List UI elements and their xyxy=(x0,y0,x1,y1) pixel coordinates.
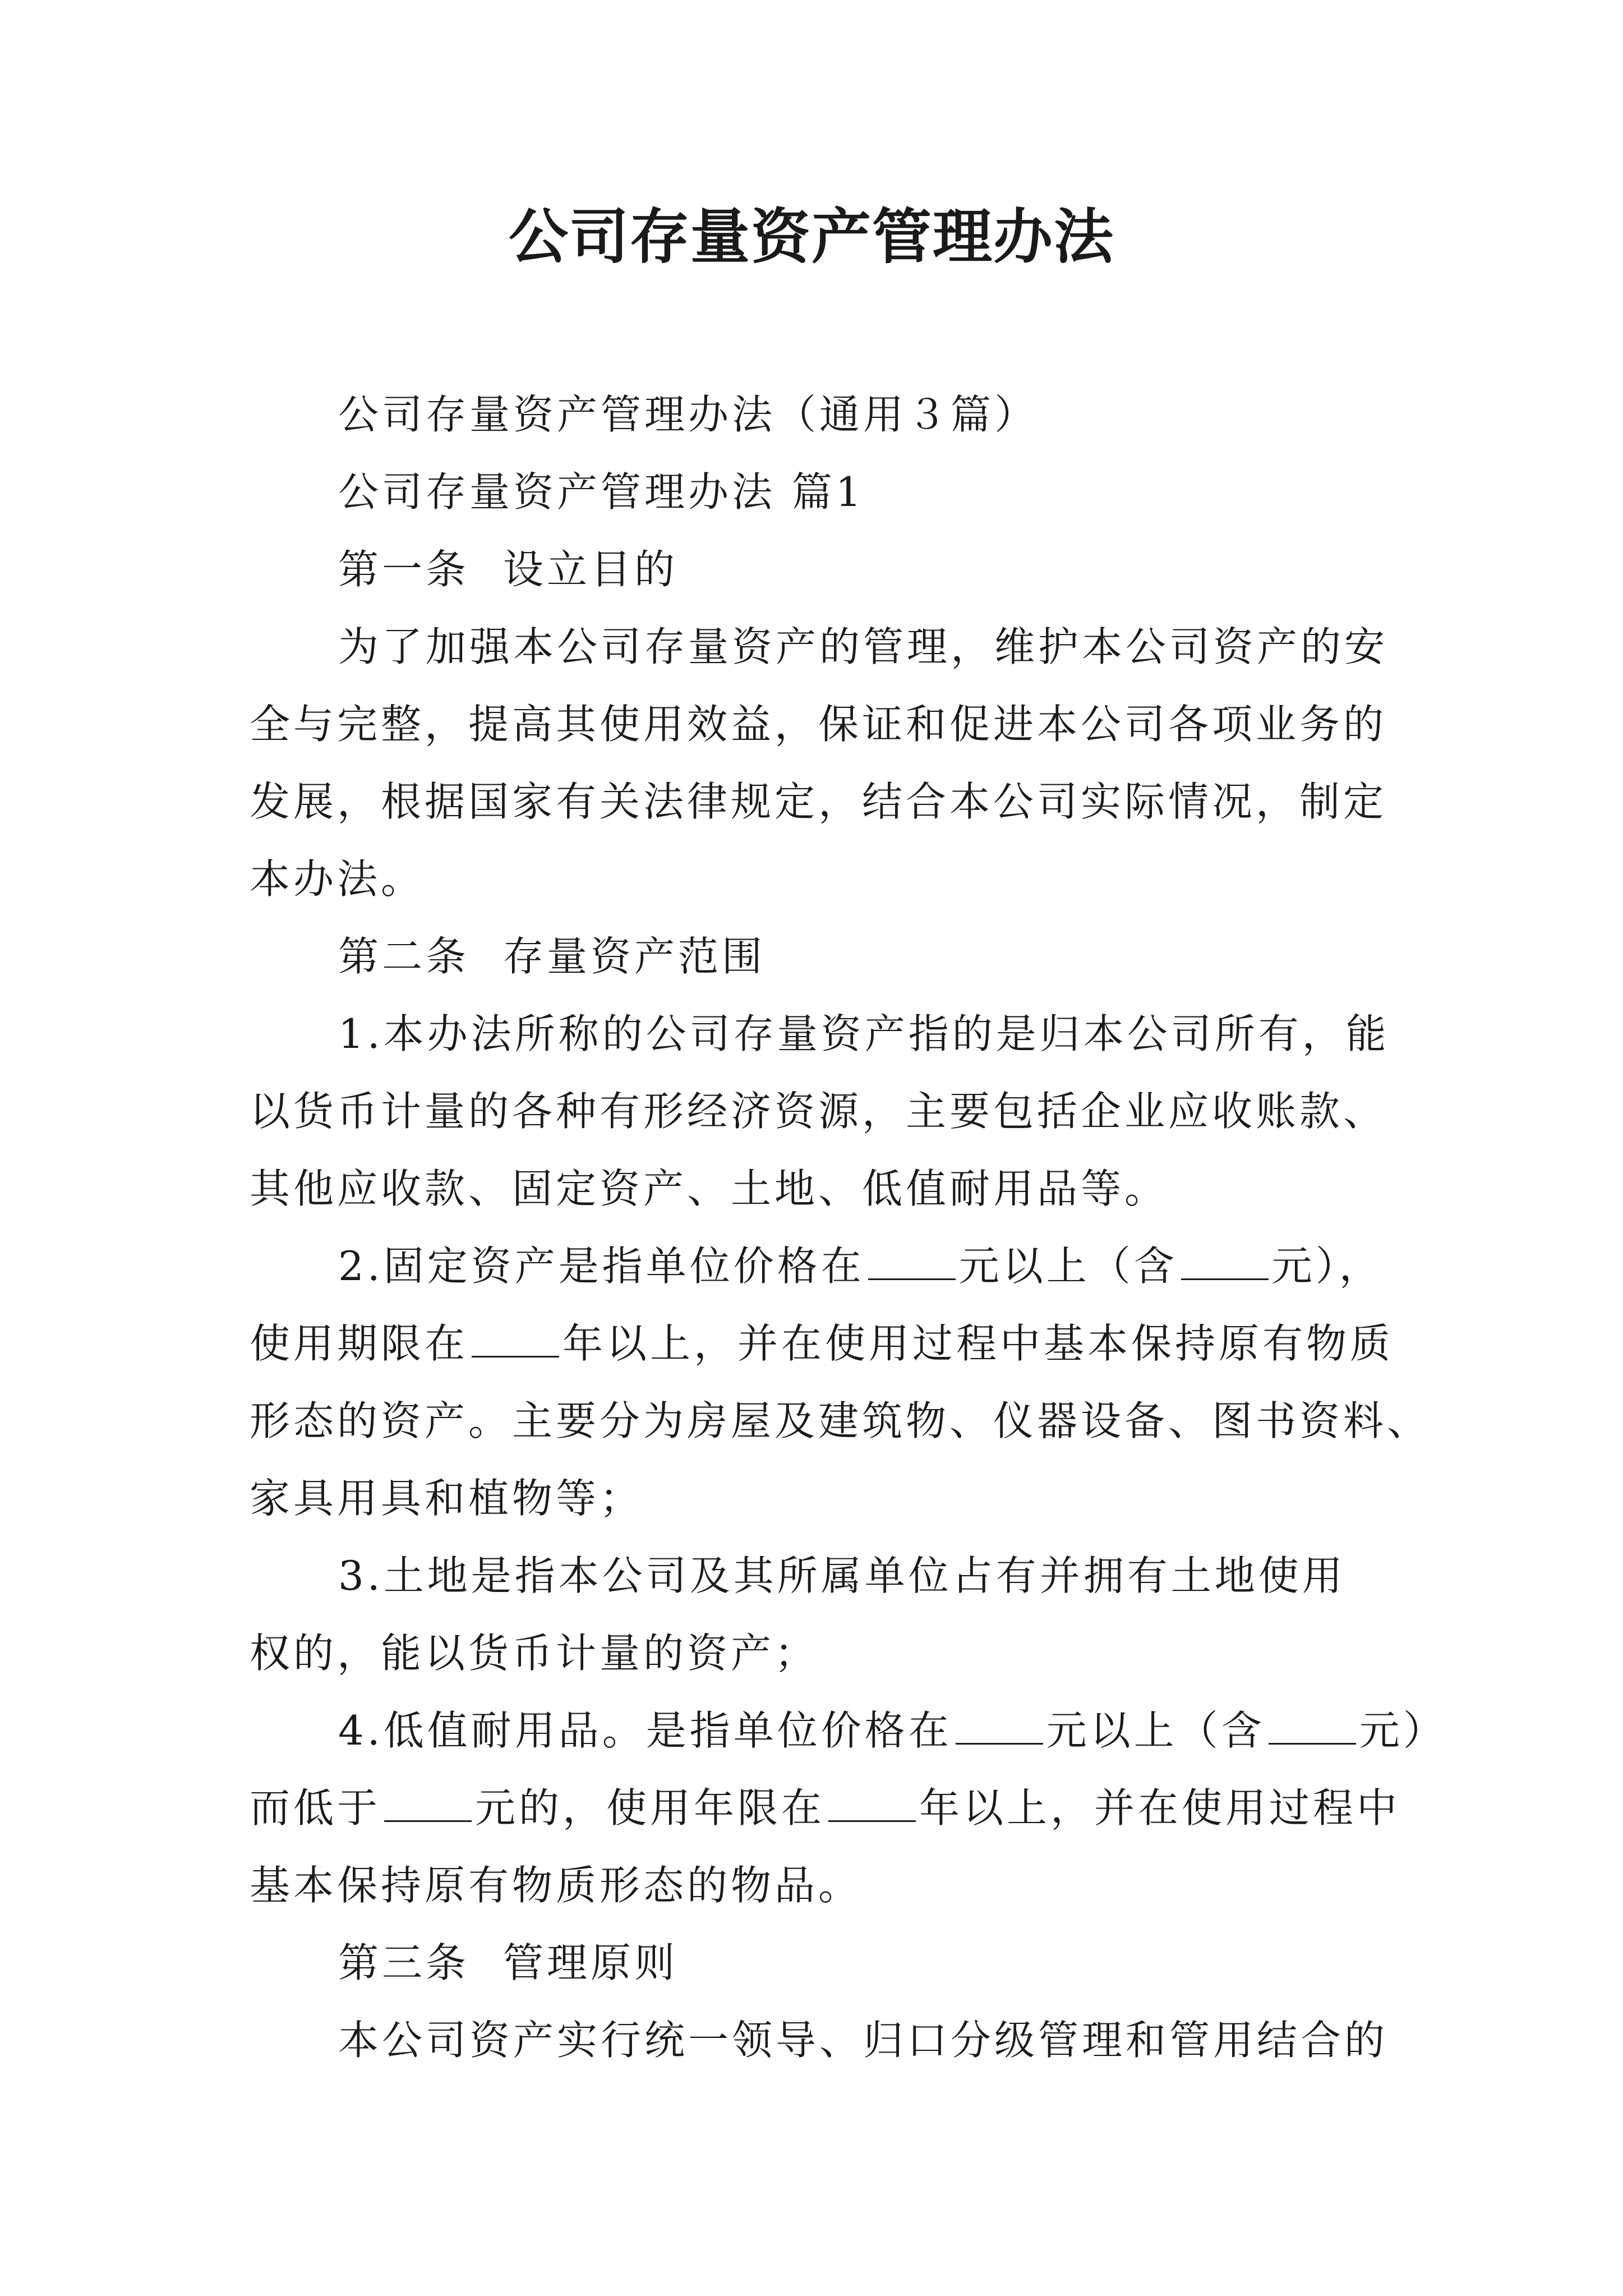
article-number: 第二条 xyxy=(338,933,470,980)
text-segment: 而低于 xyxy=(250,1784,381,1832)
paragraph-line: 本办法。 xyxy=(250,855,425,903)
paragraph-line: 形态的资产。主要分为房屋及建筑物、仪器设备、图书资料、 xyxy=(250,1397,1431,1444)
paragraph-line: 家具用具和植物等； xyxy=(250,1475,644,1522)
fill-in-blank xyxy=(868,1245,956,1280)
fill-in-blank xyxy=(384,1787,472,1822)
text-segment: 年以上，并在使用过程中基本保持原有物质 xyxy=(562,1320,1394,1367)
subtitle-line: 公司存量资产管理办法（通用３篇） xyxy=(338,391,1039,438)
paragraph-line: 全与完整，提高其使用效益，保证和促进本公司各项业务的 xyxy=(250,701,1387,748)
text-segment: 年以上，并在使用过程中 xyxy=(919,1784,1401,1832)
fill-in-blank xyxy=(828,1787,916,1822)
paragraph-line: 其他应收款、固定资产、土地、低值耐用品等。 xyxy=(250,1165,1169,1212)
paragraph-line: 3.土地是指本公司及其所属单位占有并拥有土地使用 xyxy=(338,1552,1346,1599)
article-number: 第一条 xyxy=(338,546,470,593)
text-segment: 元的，使用年限在 xyxy=(475,1784,826,1832)
fill-in-blank xyxy=(956,1709,1043,1745)
article-title: 设立目的 xyxy=(503,546,679,593)
article-title: 管理原则 xyxy=(503,1939,679,1986)
paragraph-line xyxy=(250,1692,1447,1769)
fill-in-blank xyxy=(472,1322,559,1358)
document-title: 公司存量资产管理办法 xyxy=(509,201,1114,272)
section-heading: 公司存量资产管理办法 篇1 xyxy=(338,468,865,516)
article-heading xyxy=(250,1924,1394,2001)
document-body xyxy=(250,376,1447,2079)
paragraph-line: 1.本办法所称的公司存量资产指的是归本公司所有，能 xyxy=(338,1010,1390,1057)
paragraph-line: 发展，根据国家有关法律规定，结合本公司实际情况，制定 xyxy=(250,778,1387,825)
article-heading xyxy=(250,918,1394,995)
paragraph-line: 权的，能以货币计量的资产； xyxy=(250,1630,819,1677)
text-segment: 元） xyxy=(1359,1707,1447,1754)
text-segment: 4.低值耐用品。是指单位价格在 xyxy=(338,1707,952,1754)
text-segment: 元以上（含 xyxy=(958,1243,1178,1290)
article-number: 第三条 xyxy=(338,1939,470,1986)
text-segment: 元以上（含 xyxy=(1046,1707,1265,1754)
paragraph-line xyxy=(250,1227,1394,1305)
paragraph-line: 以货币计量的各种有形经济资源，主要包括企业应收账款、 xyxy=(250,1088,1387,1135)
text-segment: 使用期限在 xyxy=(250,1320,469,1367)
text-segment: 2.固定资产是指单位价格在 xyxy=(338,1243,865,1290)
fill-in-blank xyxy=(1181,1245,1269,1280)
paragraph-line: 为了加强本公司存量资产的管理，维护本公司资产的安 xyxy=(338,623,1389,670)
article-title: 存量资产范围 xyxy=(503,933,766,980)
paragraph-line: 本公司资产实行统一领导、归口分级管理和管用结合的 xyxy=(338,2017,1389,2064)
paragraph-line xyxy=(250,1769,1401,1847)
fill-in-blank xyxy=(1269,1709,1356,1745)
paragraph-line: 基本保持原有物质形态的物品。 xyxy=(250,1862,863,1909)
text-segment: 元）， xyxy=(1271,1243,1383,1290)
article-heading xyxy=(250,531,1394,608)
paragraph-line xyxy=(250,1305,1394,1382)
